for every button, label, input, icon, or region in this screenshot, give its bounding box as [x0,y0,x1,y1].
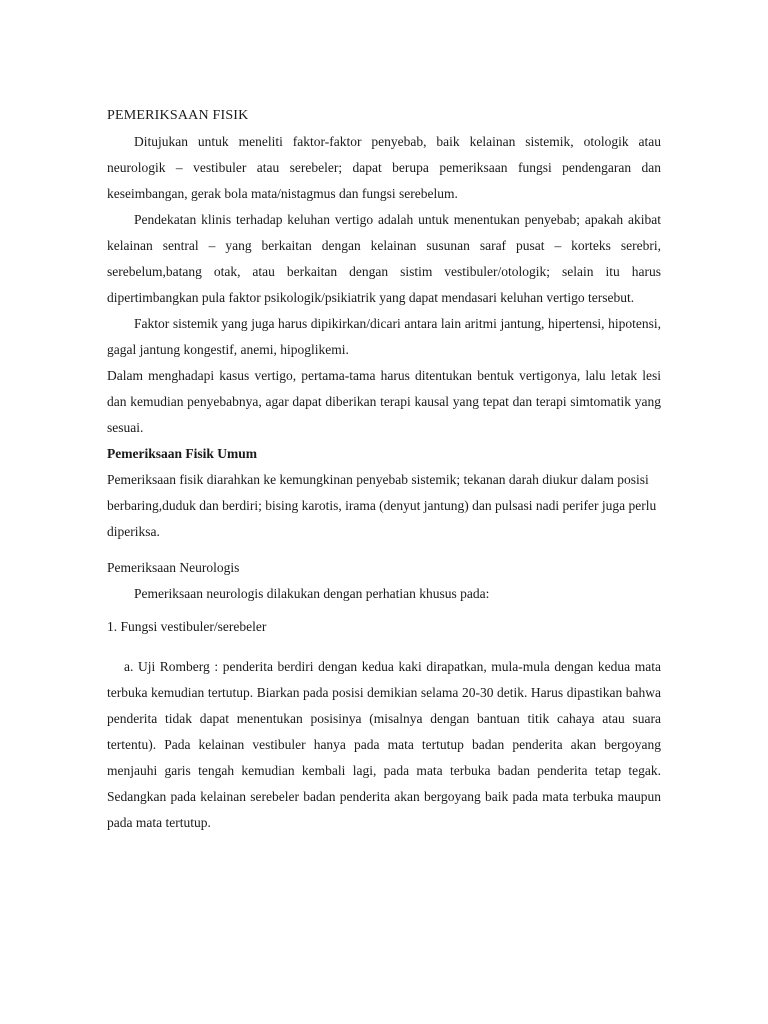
section-body-umum: Pemeriksaan fisik diarahkan ke kemungkinan penyebab sistemik; tekanan darah diukur dalam posisi berbaring,duduk dan berdiri; bising karotis, irama (denyut jantung) dan pulsasi nadi perifer juga perlu diperiksa. [107,472,657,539]
intro-paragraph-2: Pendekatan klinis terhadap keluhan vertigo adalah untuk menentukan penyebab; apakah akibat kelainan sentral – yang berkaitan dengan kelainan susunan saraf pusat – korteks serebri, serebelum,batang otak, atau berkaitan dengan sistim vestibuler/otologik; selain itu harus dipertimbangkan pula faktor psikologik/psikiatrik yang dapat mendasari keluhan vertigo tersebut. [107,212,661,305]
spacer [107,640,661,654]
spacer [107,545,661,555]
spacer [107,607,661,614]
document-title: PEMERIKSAAN FISIK [107,108,249,123]
section-intro-neuro: Pemeriksaan neurologis dilakukan dengan perhatian khusus pada: [134,586,490,601]
intro-paragraph-3: Faktor sistemik yang juga harus dipikirkan/dicari antara lain aritmi jantung, hipertensi, hipotensi, gagal jantung kongestif, anemi, hipoglikemi. [107,316,661,357]
document-page [107,103,661,836]
list-item-1: 1. Fungsi vestibuler/serebeler [107,619,267,634]
section-heading-neuro: Pemeriksaan Neurologis [107,560,240,575]
list-item-1a: a. Uji Romberg : penderita berdiri dengan kedua kaki dirapatkan, mula-mula dengan kedua mata terbuka kemudian tertutup. Biarkan pada posisi demikian selama 20-30 detik. Harus dipastikan bahwa penderita tidak dapat menentukan posisinya (misalnya dengan bantuan titik cahaya atau suara tertentu). Pada kelainan vestibuler hanya pada mata tertutup badan penderita akan bergoyang menjauhi garis tengah kemudian kembali lagi, pada mata terbuka badan penderita tetap tegak. Sedangkan pada kelainan serebeler badan penderita akan bergoyang baik pada mata terbuka maupun pada mata tertutup. [107,659,661,830]
intro-paragraph-1: Ditujukan untuk meneliti faktor-faktor penyebab, baik kelainan sistemik, otologik atau neurologik – vestibuler atau serebeler; dapat berupa pemeriksaan fungsi pendengaran dan keseimbangan, gerak bola mata/nistagmus dan fungsi serebelum. [107,134,661,201]
intro-paragraph-4: Dalam menghadapi kasus vertigo, pertama-tama harus ditentukan bentuk vertigonya, lalu letak lesi dan kemudian penyebabnya, agar dapat diberikan terapi kausal yang tepat dan terapi simtomatik yang sesuai. [107,368,661,435]
section-heading-umum: Pemeriksaan Fisik Umum [107,446,257,461]
